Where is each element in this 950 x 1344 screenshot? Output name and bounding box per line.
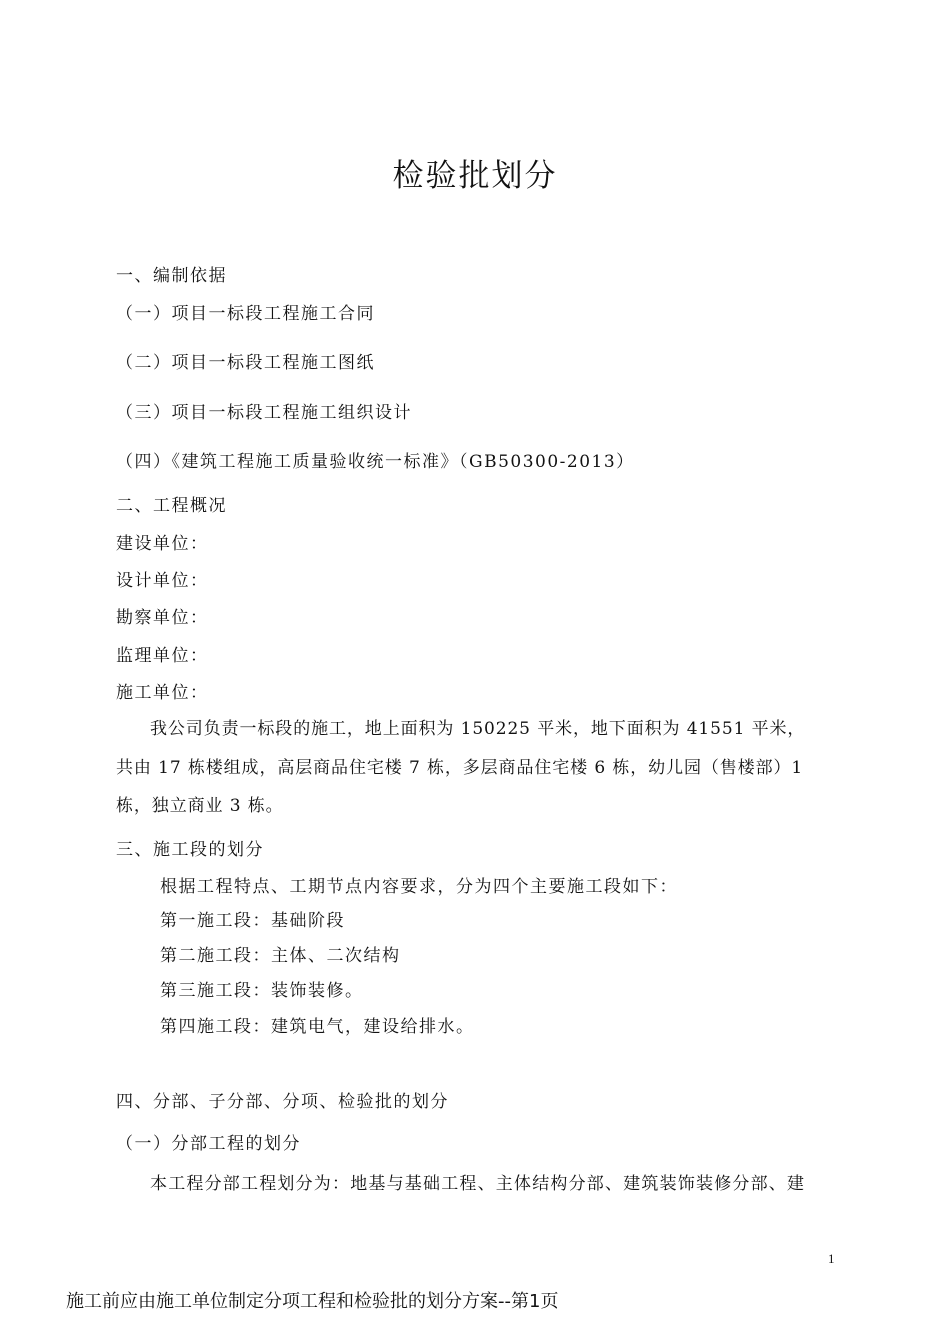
overview-paragraph-line: 我公司负责一标段的施工，地上面积为 150225 平米，地下面积为 41551 平米，	[150, 719, 806, 739]
section-heading-basis: 一、编制依据	[116, 266, 227, 286]
stage-item: 第二施工段：主体、二次结构	[160, 946, 401, 966]
subsection-heading: （一）分部工程的划分	[116, 1134, 301, 1154]
overview-paragraph-line: 共由 17 栋楼组成，高层商品住宅楼 7 栋，多层商品住宅楼 6 栋，幼儿园（售楼部）1	[116, 758, 804, 778]
division-paragraph-line: 本工程分部工程划分为：地基与基础工程、主体结构分部、建筑装饰装修分部、建	[150, 1174, 806, 1194]
overview-paragraph-line: 栋，独立商业 3 栋。	[116, 796, 284, 816]
basis-item: （一）项目一标段工程施工合同	[116, 304, 375, 324]
page-number: 1	[828, 1251, 835, 1266]
stage-item: 第一施工段：基础阶段	[160, 911, 345, 931]
stage-item: 第四施工段：建筑电气，建设给排水。	[160, 1017, 475, 1037]
unit-line: 设计单位：	[116, 571, 209, 591]
basis-item: （三）项目一标段工程施工组织设计	[116, 403, 412, 423]
page-footer: 施工前应由施工单位制定分项工程和检验批的划分方案--第1页	[66, 1291, 559, 1312]
unit-line: 建设单位：	[116, 534, 209, 554]
basis-item: （四）《建筑工程施工质量验收统一标准》（GB50300-2013）	[116, 452, 635, 472]
basis-item: （二）项目一标段工程施工图纸	[116, 353, 375, 373]
unit-line: 施工单位：	[116, 683, 209, 703]
section-heading-division: 四、分部、子分部、分项、检验批的划分	[116, 1092, 449, 1112]
stages-intro: 根据工程特点、工期节点内容要求，分为四个主要施工段如下：	[160, 877, 678, 897]
unit-line: 监理单位：	[116, 646, 209, 666]
section-heading-stages: 三、施工段的划分	[116, 840, 264, 860]
unit-line: 勘察单位：	[116, 608, 209, 628]
section-heading-overview: 二、工程概况	[116, 496, 227, 516]
stage-item: 第三施工段：装饰装修。	[160, 981, 364, 1001]
page-title: 检验批划分	[392, 158, 558, 194]
